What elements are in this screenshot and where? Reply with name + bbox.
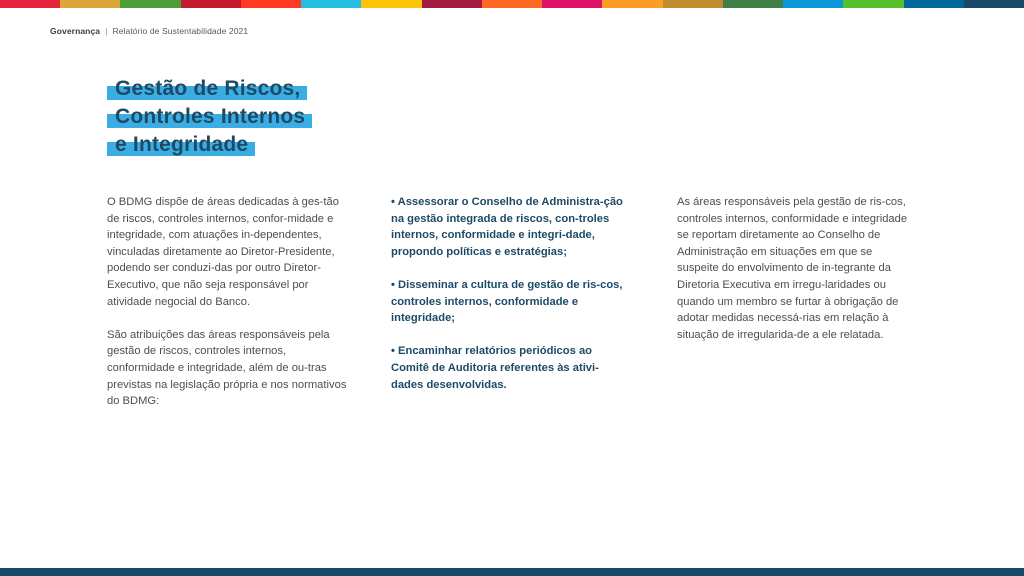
footer-bar — [0, 568, 1024, 576]
color-stripe — [783, 0, 843, 8]
color-stripe — [422, 0, 482, 8]
title-line-text: Controles Internos — [107, 106, 312, 128]
color-stripe — [181, 0, 241, 8]
color-stripe — [663, 0, 723, 8]
color-stripe — [482, 0, 542, 8]
color-stripe — [301, 0, 361, 8]
right-column — [677, 194, 917, 360]
color-stripe — [361, 0, 421, 8]
color-stripe — [120, 0, 180, 8]
title-line — [107, 134, 312, 161]
left-column — [107, 194, 349, 426]
color-stripe — [723, 0, 783, 8]
color-stripe — [60, 0, 120, 8]
color-stripe — [542, 0, 602, 8]
breadcrumb — [50, 26, 248, 36]
body-paragraph: São atribuições das áreas responsáveis pela gestão de riscos, controles internos, conformidade e integridade, além de ou-tras previstas na legislação própria e nos normativos do BDMG: — [107, 328, 347, 408]
color-stripe — [964, 0, 1024, 8]
title-line — [107, 78, 312, 105]
breadcrumb-separator: | — [105, 26, 108, 36]
top-color-stripes — [0, 0, 1024, 8]
bullet-item: • Encaminhar relatórios periódicos ao Comitê de Auditoria referentes às ativi-dades desenvolvidas. — [391, 345, 599, 391]
color-stripe — [241, 0, 301, 8]
title-line — [107, 106, 312, 133]
color-stripe — [602, 0, 662, 8]
title-line-text: Gestão de Riscos, — [107, 78, 307, 100]
body-paragraph: O BDMG dispõe de áreas dedicadas à ges-tão de riscos, controles internos, confor-midade e integridade, com atuações in-dependentes, vinculadas diretamente ao Diretor-Presidente, podendo ser conduzi-das por outro Diretor-Executivo, que não seja responsável por atividade negocial do Banco. — [107, 196, 339, 308]
bullet-item: • Disseminar a cultura de gestão de ris-cos, controles internos, conformidade e integridade; — [391, 278, 623, 325]
color-stripe — [904, 0, 964, 8]
color-stripe — [0, 0, 60, 8]
middle-column-bullets — [391, 194, 629, 410]
bullet-item: • Assessorar o Conselho de Administra-ção na gestão integrada de riscos, con-troles internos, conformidade e integri-dade, propondo políticas e estratégias; — [391, 196, 623, 258]
breadcrumb-report-title: Relatório de Sustentabilidade 2021 — [112, 26, 249, 36]
title-line-text: e Integridade — [107, 134, 255, 156]
breadcrumb-section: Governança — [50, 26, 101, 36]
color-stripe — [843, 0, 903, 8]
body-paragraph: As áreas responsáveis pela gestão de ris-cos, controles internos, conformidade e integridade se reportam diretamente ao Conselho de Administração em situações em que se suspeite do envolvimento de in-tegrante da Diretoria Executiva em irregu-laridades ou quando um membro se furtar à obrigação de adotar medidas necessá-rias em relação à situação de irregularida-de a ele relatada. — [677, 196, 908, 341]
page-title — [107, 78, 312, 162]
